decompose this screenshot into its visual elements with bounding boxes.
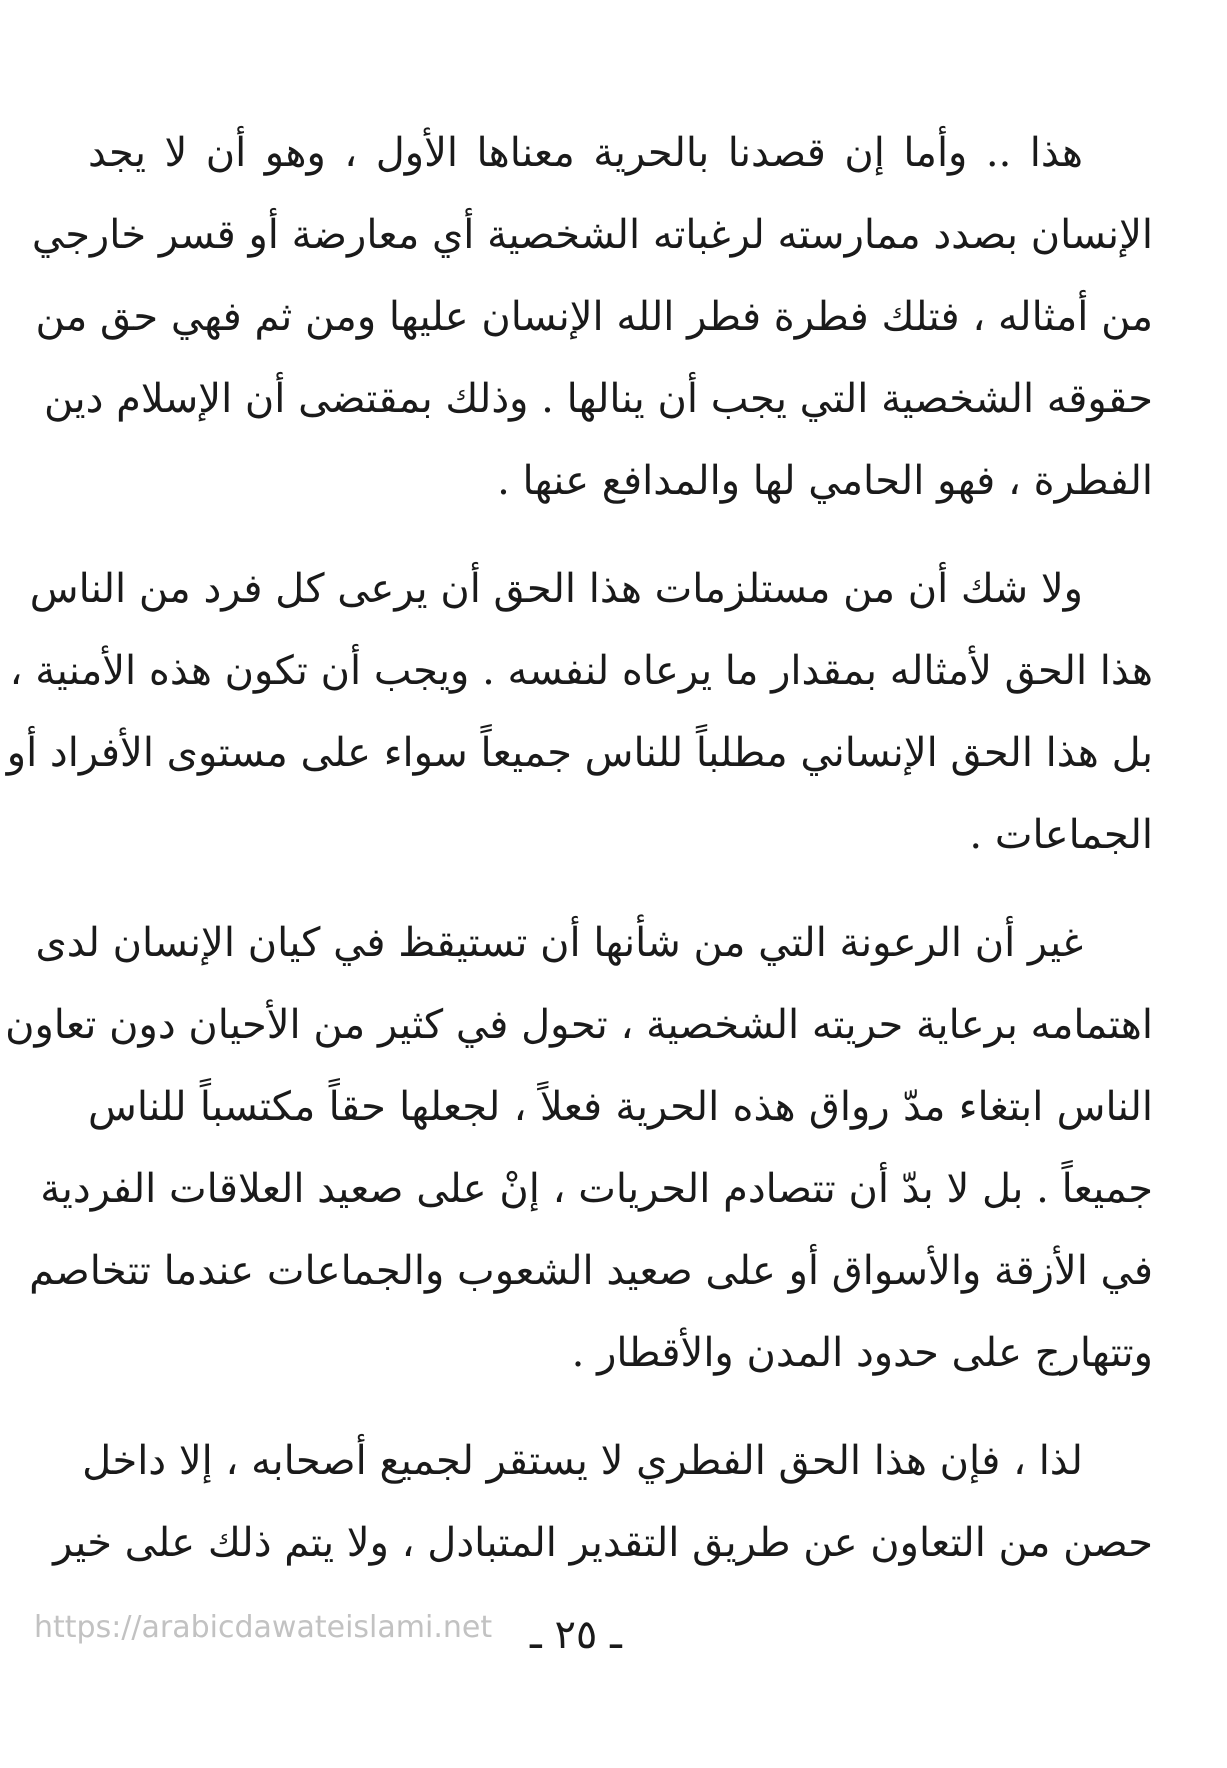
text-line: في الأزقة والأسواق أو على صعيد الشعوب والجماعات عندما تتخاصم xyxy=(29,1248,1153,1294)
text-line: الناس ابتغاء مدّ رواق هذه الحرية فعلاً ، لجعلها حقاً مكتسباً للناس xyxy=(88,1084,1153,1130)
text-line: غير أن الرعونة التي من شأنها أن تستيقظ في كيان الإنسان لدى xyxy=(35,920,1083,966)
text-line: هذا الحق لأمثاله بمقدار ما يرعاه لنفسه . ويجب أن تكون هذه الأمنية ، xyxy=(9,648,1153,694)
text-line: ولا شك أن من مستلزمات هذا الحق أن يرعى كل فرد من الناس xyxy=(29,566,1083,612)
text-line: الإنسان بصدد ممارسته لرغباته الشخصية أي معارضة أو قسر خارجي xyxy=(31,212,1153,258)
text-line: الجماعات . xyxy=(969,812,1153,858)
paragraph-4 xyxy=(53,1420,1153,1584)
paragraph-1 xyxy=(31,112,1153,522)
body-text xyxy=(5,112,1153,1610)
text-line: من أمثاله ، فتلك فطرة فطر الله الإنسان عليها ومن ثم فهي حق من xyxy=(35,294,1153,340)
text-line: اهتمامه برعاية حريته الشخصية ، تحول في كثير من الأحيان دون تعاون xyxy=(5,1002,1153,1048)
watermark-url: https://arabicdawateislami.net xyxy=(34,1610,493,1645)
page-number: ـ ٢٥ ـ xyxy=(530,1612,622,1658)
text-line: لذا ، فإن هذا الحق الفطري لا يستقر لجميع أصحابه ، إلا داخل xyxy=(82,1438,1083,1484)
text-line: الفطرة ، فهو الحامي لها والمدافع عنها . xyxy=(497,458,1153,504)
paragraph-3 xyxy=(5,902,1153,1394)
text-line: هذا .. وأما إن قصدنا بالحرية معناها الأول ، وهو أن لا يجد xyxy=(88,130,1083,176)
text-line: بل هذا الحق الإنساني مطلباً للناس جميعاً سواء على مستوى الأفراد أو xyxy=(6,730,1153,776)
text-line: جميعاً . بل لا بدّ أن تتصادم الحريات ، إنْ على صعيد العلاقات الفردية xyxy=(40,1166,1153,1212)
paragraph-2 xyxy=(6,548,1153,876)
text-line: حصن من التعاون عن طريق التقدير المتبادل ، ولا يتم ذلك على خير xyxy=(53,1520,1153,1566)
text-line: وتتهارج على حدود المدن والأقطار . xyxy=(571,1330,1153,1376)
text-line: حقوقه الشخصية التي يجب أن ينالها . وذلك بمقتضى أن الإسلام دين xyxy=(44,376,1153,422)
